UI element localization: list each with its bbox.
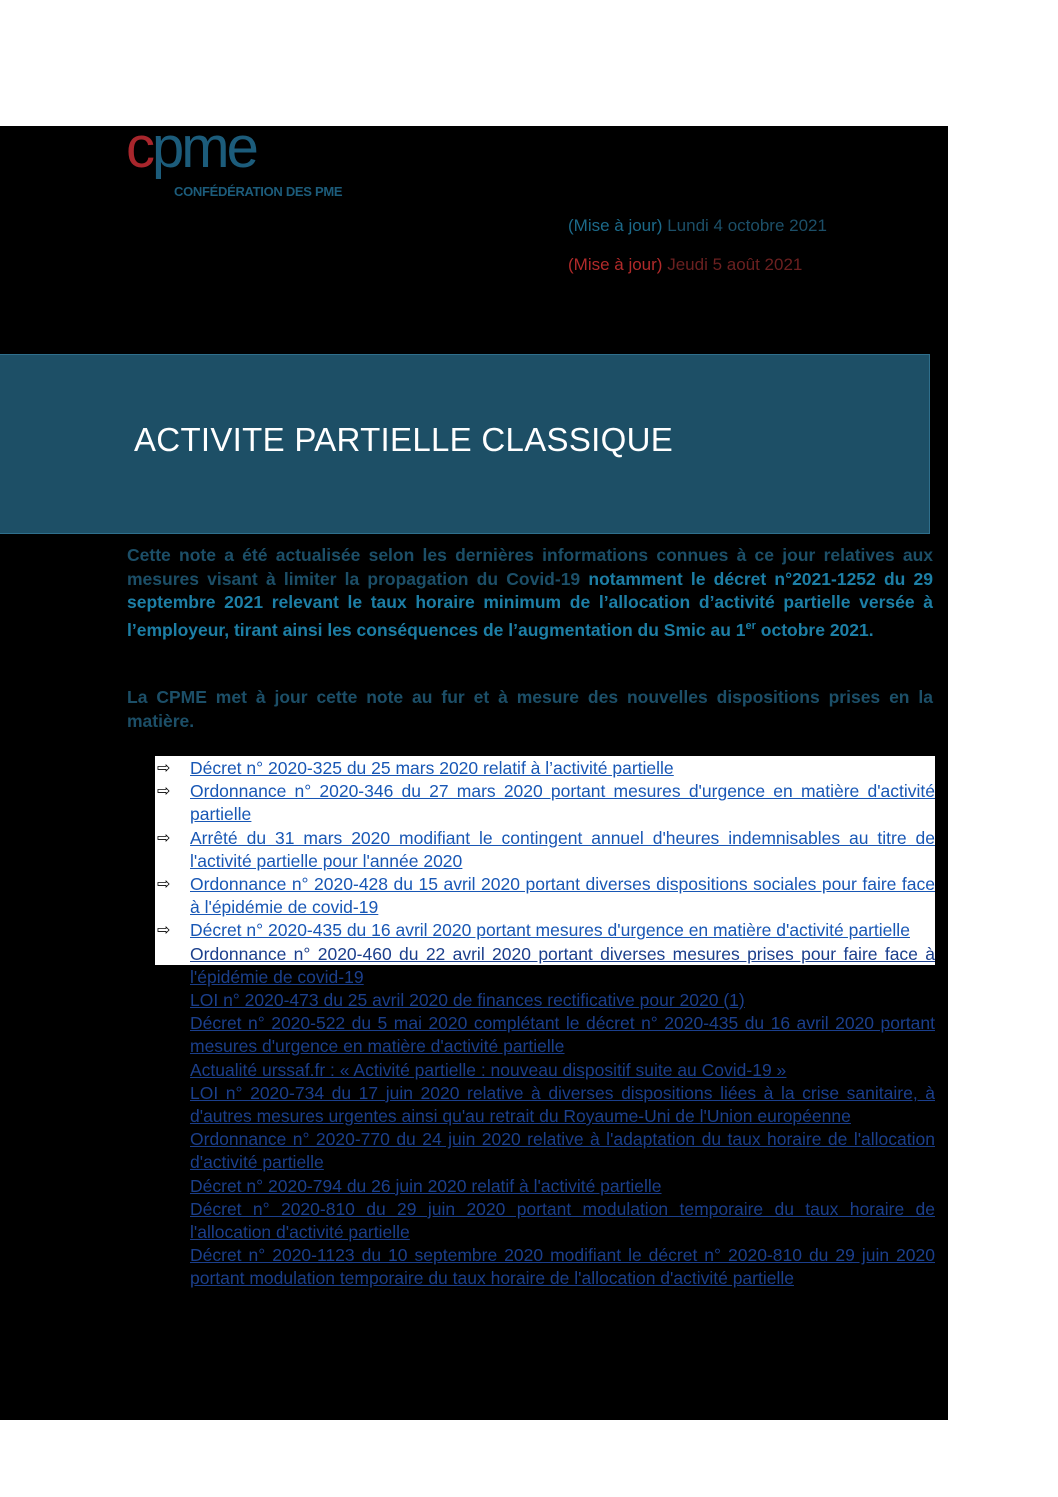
update-tag: (Mise à jour) bbox=[568, 216, 663, 235]
reference-link[interactable]: Ordonnance n° 2020-428 du 15 avril 2020 portant diverses dispositions sociales pour faire face à l'épidémie de covid-19 bbox=[190, 874, 935, 918]
cpme-logo bbox=[126, 115, 366, 200]
list-item[interactable] bbox=[155, 943, 935, 989]
reference-link[interactable]: Décret n° 2020-522 du 5 mai 2020 complétant le décret n° 2020-435 du 16 avril 2020 portant mesures d'urgence en matière d'activité partielle bbox=[190, 1013, 935, 1057]
reference-link[interactable]: Actualité urssaf.fr : « Activité partielle : nouveau dispositif suite au Covid-19 » bbox=[190, 1059, 787, 1080]
intro-highlight: notamment le décret n°2021-1252 du 29 septembre 2021 relevant le taux horaire minimum de l’allocation d’activité partielle versée à l’employeur, tirant ainsi les conséquences de l’augmentation du Smic au 1 bbox=[127, 568, 934, 640]
list-item[interactable] bbox=[155, 1175, 935, 1198]
reference-link[interactable]: LOI n° 2020-473 du 25 avril 2020 de finances rectificative pour 2020 (1) bbox=[190, 990, 745, 1011]
list-item[interactable] bbox=[155, 780, 935, 826]
list-item[interactable] bbox=[155, 919, 935, 942]
list-item[interactable] bbox=[155, 1082, 935, 1128]
list-item[interactable] bbox=[155, 827, 935, 873]
reference-link[interactable]: Ordonnance n° 2020-770 du 24 juin 2020 relative à l'adaptation du taux horaire de l'allocation d'activité partielle bbox=[190, 1129, 935, 1173]
reference-link[interactable]: Décret n° 2020-810 du 29 juin 2020 portant modulation temporaire du taux horaire de l'allocation d'activité partielle bbox=[190, 1198, 935, 1243]
reference-link[interactable]: Décret n° 2020-325 du 25 mars 2020 relatif à l’activité partielle bbox=[190, 758, 674, 778]
logo-wordmark bbox=[126, 114, 256, 181]
reference-links-list bbox=[155, 757, 935, 1291]
intro-paragraph-2: La CPME met à jour cette note au fur et à mesure des nouvelles dispositions prises en la matière. bbox=[127, 687, 933, 731]
page-title: ACTIVITE PARTIELLE CLASSIQUE bbox=[134, 421, 674, 458]
reference-link[interactable]: Décret n° 2020-794 du 26 juin 2020 relatif à l'activité partielle bbox=[190, 1175, 662, 1196]
list-item[interactable] bbox=[155, 1059, 935, 1082]
list-item[interactable] bbox=[155, 757, 935, 780]
logo-subtitle: CONFÉDÉRATION DES PME bbox=[174, 184, 343, 199]
list-item[interactable] bbox=[155, 1012, 935, 1058]
list-item[interactable] bbox=[155, 1198, 935, 1244]
update-line-1 bbox=[568, 216, 827, 236]
update-date: Lundi 4 octobre 2021 bbox=[667, 216, 827, 235]
list-item[interactable] bbox=[155, 1128, 935, 1174]
intro-superscript: er bbox=[745, 619, 756, 632]
reference-link[interactable]: Décret n° 2020-435 du 16 avril 2020 portant mesures d'urgence en matière d'activité partielle bbox=[190, 920, 910, 941]
list-item[interactable] bbox=[155, 1244, 935, 1290]
update-line-2 bbox=[568, 255, 802, 275]
reference-link[interactable]: Arrêté du 31 mars 2020 modifiant le contingent annuel d'heures indemnisables au titre de l'activité partielle pour l'année 2020 bbox=[190, 827, 935, 871]
intro-paragraph bbox=[127, 544, 933, 642]
list-item[interactable] bbox=[155, 989, 935, 1012]
update-tag: (Mise à jour) bbox=[568, 255, 663, 274]
arrow-right-icon: ⇨ bbox=[157, 783, 171, 801]
arrow-right-icon: ⇨ bbox=[157, 876, 171, 894]
intro-text: Cette note a été actualisée selon les dernières informations connues à ce jour relatives aux mesures visant à limiter la propagation du Covid-19 bbox=[127, 545, 933, 589]
logo-letters-pme: pme bbox=[152, 115, 256, 180]
reference-link[interactable]: Décret n° 2020-1123 du 10 septembre 2020 modifiant le décret n° 2020-810 du 29 juin 2020 portant modulation temporaire du taux horaire de l'allocation d'activité partielle bbox=[190, 1245, 935, 1289]
update-date: Jeudi 5 août 2021 bbox=[667, 255, 803, 274]
arrow-right-icon: ⇨ bbox=[157, 922, 171, 940]
reference-link[interactable]: Ordonnance n° 2020-346 du 27 mars 2020 portant mesures d'urgence en matière d'activité partielle bbox=[190, 781, 935, 825]
reference-link[interactable]: Ordonnance n° 2020-460 du 22 avril 2020 portant diverses mesures prises pour faire face à l'épidémie de covid-19 bbox=[190, 943, 935, 987]
logo-letter-c: c bbox=[126, 115, 152, 180]
title-banner bbox=[0, 354, 930, 534]
reference-link[interactable]: LOI n° 2020-734 du 17 juin 2020 relative à diverses dispositions liées à la crise sanitaire, à d'autres mesures urgentes ainsi qu'au retrait du Royaume-Uni de l'Union européenne bbox=[190, 1082, 935, 1127]
intro-highlight-end: octobre 2021. bbox=[755, 619, 874, 640]
arrow-right-icon: ⇨ bbox=[157, 760, 171, 777]
list-item[interactable] bbox=[155, 873, 935, 919]
arrow-right-icon: ⇨ bbox=[157, 829, 171, 847]
